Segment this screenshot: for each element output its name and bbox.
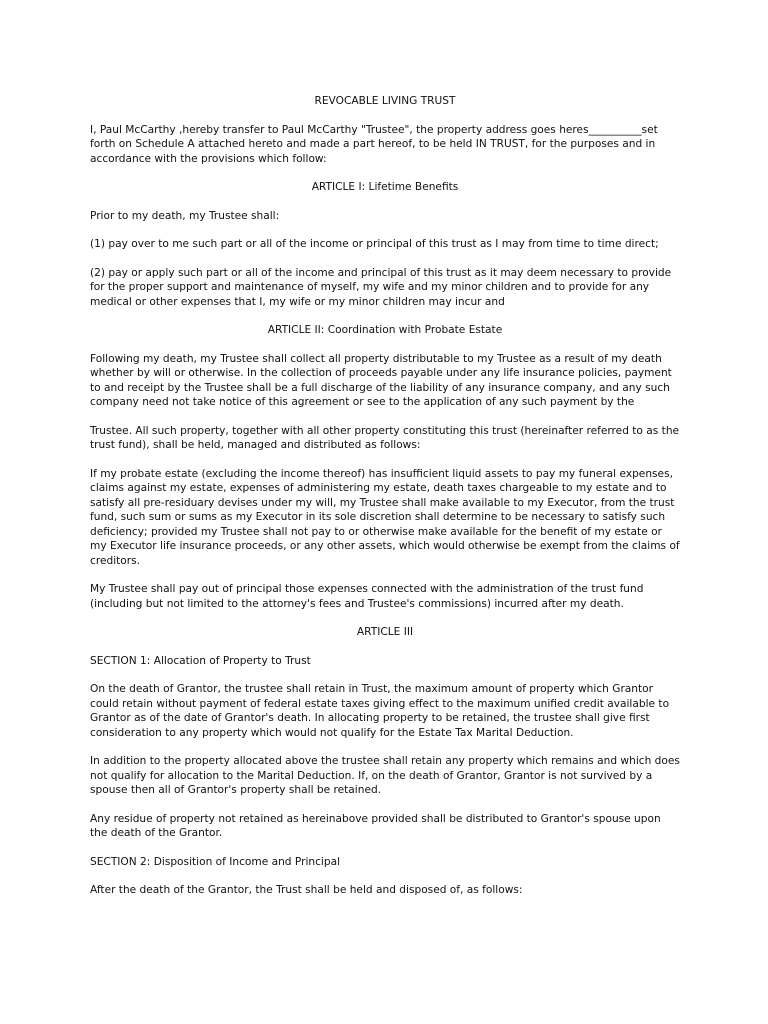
article-3-heading: ARTICLE III: [356, 626, 414, 638]
article-3-paragraph-1: On the death of Grantor, the trustee shall retain in Trust, the maximum amount of property which Grantor could retain without payment of federal estate taxes giving effect to the maximum unified credit available to Grantor as of the date of Grantor's death. In allocating property to be retained, the trustee shall give first consideration to any property which would not qualify for the Estate Tax Marital Deduction.: [90, 683, 670, 739]
article-3-paragraph-4: After the death of the Grantor, the Trust shall be held and disposed of, as follows:: [90, 884, 523, 896]
article-1-paragraph-1: Prior to my death, my Trustee shall:: [90, 209, 280, 222]
document-body: [90, 94, 680, 912]
article-3-paragraph-3: Any residue of property not retained as hereinabove provided shall be distributed to Grantor's spouse upon the death of the Grantor.: [90, 812, 661, 839]
article-2-paragraph-4: My Trustee shall pay out of principal those expenses connected with the administration of the trust fund (including but not limited to the attorney's fees and Trustee's commissions) incurred after my death.: [90, 583, 644, 610]
article-3-section-1-heading: SECTION 1: Allocation of Property to Trust: [90, 654, 311, 667]
article-2-paragraph-3: If my probate estate (excluding the income thereof) has insufficient liquid assets to pay my funeral expenses, claims against my estate, expenses of administering my estate, death taxes chargeable to my estate and to satisfy all pre-residuary devises under my will, my Trustee shall make available to my Executor, from the trust fund, such sum or sums as my Executor in its sole discretion shall determine to be necessary to satisfy such deficiency; provided my Trustee shall not pay to or otherwise make available for the benefit of my estate or my Executor life insurance proceeds, or any other assets, which would otherwise be exempt from the claims of creditors.: [90, 467, 680, 567]
intro-paragraph: I, Paul McCarthy ,hereby transfer to Paul McCarthy "Trustee", the property address goes heres__________set forth on Schedule A attached hereto and made a part hereof, to be held IN TRUST, for the purposes and in accordance with the provisions which follow:: [90, 123, 658, 165]
article-1-heading: ARTICLE I: Lifetime Benefits: [311, 181, 459, 193]
article-2-paragraph-2: Trustee. All such property, together with all other property constituting this trust (hereinafter referred to as the trust fund), shall be held, managed and distributed as follows:: [90, 424, 680, 451]
document-title: REVOCABLE LIVING TRUST: [314, 95, 456, 107]
article-1-paragraph-3: (2) pay or apply such part or all of the income and principal of this trust as it may deem necessary to provide for the proper support and maintenance of myself, my wife and my minor children and to provide for any medical or other expenses that I, my wife or my minor children may incur and: [90, 266, 672, 308]
article-2-paragraph-1: Following my death, my Trustee shall collect all property distributable to my Trustee as a result of my death whether by will or otherwise. In the collection of proceeds payable under any life insurance policies, payment to and receipt by the Trustee shall be a full discharge of the liability of any insurance company, and any such company need not take notice of this agreement or see to the application of any such payment by the: [90, 352, 672, 408]
article-2-heading: ARTICLE II: Coordination with Probate Estate: [267, 324, 503, 336]
article-1-paragraph-2: (1) pay over to me such part or all of the income or principal of this trust as I may from time to time direct;: [90, 238, 659, 250]
article-3-section-2-heading: SECTION 2: Disposition of Income and Principal: [90, 855, 341, 868]
article-3-paragraph-2: In addition to the property allocated above the trustee shall retain any property which remains and which does not qualify for allocation to the Marital Deduction. If, on the death of Grantor, Grantor is not survived by a spouse then all of Grantor's property shall be retained.: [90, 755, 680, 796]
